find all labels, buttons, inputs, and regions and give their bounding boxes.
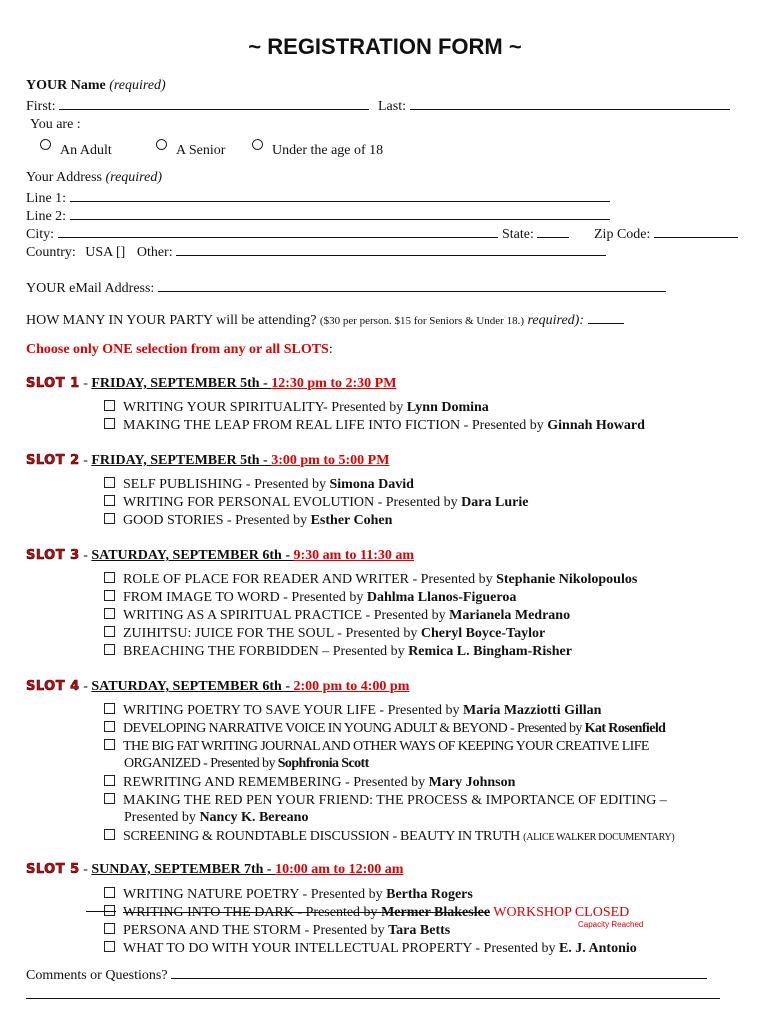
adult-label: An Adult (60, 143, 112, 158)
workshop-closed-label: WORKSHOP CLOSED (490, 905, 630, 920)
comments-label: Comments or Questions? (26, 968, 168, 983)
checkbox[interactable] (104, 608, 115, 619)
workshop-title-line2: ORGANIZED - Presented by (124, 756, 278, 771)
workshop-title: FROM IMAGE TO WORD - Presented by (123, 590, 367, 605)
workshop-option[interactable] (104, 477, 414, 492)
option-adult[interactable] (40, 139, 112, 158)
under-18-radio[interactable] (252, 139, 263, 150)
line2-label: Line 2: (26, 209, 67, 224)
slot-tag: SLOT 4 (26, 679, 80, 694)
presenter-name: Marianela Medrano (449, 608, 571, 623)
adult-radio[interactable] (40, 139, 51, 150)
email-row (26, 279, 666, 296)
slot-tag: SLOT 5 (26, 862, 80, 877)
comments-row-2 (26, 986, 720, 1003)
presenter-name: Nancy K. Bereano (199, 810, 309, 825)
presenter-name: Cheryl Boyce-Taylor (420, 626, 546, 641)
workshop-title: MAKING THE RED PEN YOUR FRIEND: THE PROCESS & IMPORTANCE OF EDITING – (123, 793, 667, 808)
checkbox[interactable] (104, 400, 115, 411)
address-section-label (26, 171, 162, 185)
email-field[interactable] (158, 279, 666, 292)
slot-tag: SLOT 2 (26, 453, 80, 468)
presenter-name: E. J. Antonio (558, 941, 637, 956)
workshop-title: WRITING POETRY TO SAVE YOUR LIFE - Presented by (123, 703, 464, 718)
capacity-reached-note: Capacity Reached (578, 920, 644, 929)
workshop-title: REWRITING AND REMEMBERING - Presented by (123, 775, 429, 790)
presenter-name: Simona David (329, 477, 414, 492)
party-required: required): (527, 313, 584, 328)
city-row (26, 225, 498, 242)
presenter-name: Kat Rosenfield (584, 721, 666, 736)
presenter-name: Tara Betts (388, 923, 451, 938)
slot-dash: - (79, 548, 92, 563)
workshop-title: WHAT TO DO WITH YOUR INTELLECTUAL PROPERTY - Presented by (123, 941, 559, 956)
party-prices: ($30 per person. $15 for Seniors & Under 18.) (319, 315, 524, 327)
checkbox[interactable] (104, 721, 115, 732)
slot-header-4 (26, 680, 409, 694)
checkbox[interactable] (104, 572, 115, 583)
name-label: YOUR Name (26, 78, 106, 93)
workshop-option[interactable] (104, 775, 515, 790)
first-name-label: First: (26, 99, 56, 114)
workshop-title: SCREENING & ROUNDTABLE DISCUSSION - BEAUTY IN TRUTH (123, 829, 524, 844)
country-label: Country: (26, 245, 76, 260)
last-name-field[interactable] (410, 97, 730, 110)
checkbox[interactable] (104, 775, 115, 786)
senior-label: A Senior (176, 143, 226, 158)
checkbox[interactable] (104, 513, 115, 524)
party-count-field[interactable] (588, 311, 624, 324)
workshop-title: WRITING FOR PERSONAL EVOLUTION - Presented by (123, 495, 462, 510)
workshop-option[interactable] (104, 793, 667, 808)
other-label: Other: (136, 245, 173, 260)
last-name-row (378, 97, 730, 114)
party-label: HOW MANY IN YOUR PARTY will be attending? (26, 313, 317, 328)
presenter-name: Mary Johnson (428, 775, 516, 790)
workshop-title: THE BIG FAT WRITING JOURNAL AND OTHER WAYS OF KEEPING YOUR CREATIVE LIFE (123, 739, 649, 754)
checkbox[interactable] (104, 626, 115, 637)
checkbox[interactable] (104, 793, 115, 804)
slot-header-5 (26, 863, 403, 877)
presenter-name: Dara Lurie (461, 495, 529, 510)
zip-field[interactable] (654, 225, 738, 238)
workshop-option[interactable] (104, 495, 528, 510)
workshop-title: SELF PUBLISHING - Presented by (123, 477, 330, 492)
presenter-name: Esther Cohen (310, 513, 393, 528)
zip-label: Zip Code: (594, 227, 651, 242)
checkbox[interactable] (104, 829, 115, 840)
checkbox[interactable] (104, 477, 115, 488)
you-are-label: You are : (30, 117, 81, 132)
workshop-option[interactable] (104, 887, 473, 902)
name-section-label (26, 79, 166, 93)
slot-dash: - (79, 679, 92, 694)
line1-field[interactable] (70, 189, 610, 202)
last-name-label: Last: (378, 99, 406, 114)
workshop-option[interactable] (104, 829, 674, 844)
checkbox[interactable] (104, 739, 115, 750)
email-label: YOUR eMail Address: (26, 281, 155, 296)
presenter-name: Lynn Domina (406, 400, 489, 415)
slot-time: 9:30 am to 11:30 am (293, 548, 415, 563)
workshop-title: WRITING NATURE POETRY - Presented by (123, 887, 387, 902)
first-name-row (26, 97, 369, 114)
slot-header-2 (26, 454, 389, 468)
workshop-option[interactable] (104, 626, 545, 641)
checkbox[interactable] (104, 887, 115, 898)
checkbox[interactable] (104, 644, 115, 655)
slot-dash: - (79, 862, 92, 877)
presenter-name: Remica L. Bingham-Risher (408, 644, 572, 659)
checkbox[interactable] (104, 703, 115, 714)
workshop-title: WRITING YOUR SPIRITUALITY- Presented by (123, 400, 407, 415)
line1-label: Line 1: (26, 191, 67, 206)
slot-tag: SLOT 3 (26, 548, 80, 563)
country-row (26, 243, 606, 260)
workshop-option[interactable] (104, 400, 489, 415)
line1-row (26, 189, 610, 206)
slot-tag: SLOT 1 (26, 376, 80, 391)
slot-time: 3:00 pm to 5:00 PM (271, 453, 390, 468)
workshop-option[interactable] (104, 905, 629, 920)
slot-time: 10:00 am to 12:00 am (275, 862, 404, 877)
line2-field[interactable] (70, 207, 610, 220)
city-label: City: (26, 227, 55, 242)
country-usa-option[interactable]: USA [] (85, 245, 126, 260)
city-field[interactable] (58, 225, 498, 238)
workshop-title: WRITING INTO THE DARK - Presented by (123, 905, 382, 920)
state-label: State: (502, 227, 534, 242)
comments-row (26, 966, 707, 983)
workshop-option[interactable] (104, 418, 645, 433)
workshop-title-line2: Presented by (124, 810, 200, 825)
workshop-title: ROLE OF PLACE FOR READER AND WRITER - Presented by (123, 572, 497, 587)
presenter-name: Dahlma Llanos-Figueroa (366, 590, 517, 605)
checkbox[interactable] (104, 495, 115, 506)
under-18-label: Under the age of 18 (272, 143, 384, 158)
comments-field-2[interactable] (26, 986, 720, 999)
presenter-name: Sophfronia Scott (277, 756, 369, 771)
option-under-18[interactable] (252, 139, 383, 158)
workshop-option[interactable] (104, 941, 637, 956)
comments-field[interactable] (171, 966, 707, 979)
state-field[interactable] (537, 225, 569, 238)
workshop-title: MAKING THE LEAP FROM REAL LIFE INTO FICTION - Presented by (123, 418, 548, 433)
workshop-title: PERSONA AND THE STORM - Presented by (123, 923, 389, 938)
strike-through-line (86, 911, 116, 912)
party-row (26, 311, 624, 328)
name-required: (required) (109, 78, 166, 93)
workshop-note: (ALICE WALKER DOCUMENTARY) (523, 832, 675, 843)
choose-instruction: Choose only ONE selection from any or all SLOTS: (26, 342, 333, 357)
workshop-title: DEVELOPING NARRATIVE VOICE IN YOUNG ADULT & BEYOND - Presented by (123, 721, 585, 736)
workshop-option[interactable] (104, 644, 572, 659)
workshop-title: ZUIHITSU: JUICE FOR THE SOUL - Presented by (123, 626, 421, 641)
checkbox[interactable] (104, 923, 115, 934)
form-title: ~ REGISTRATION FORM ~ (248, 34, 522, 59)
other-country-field[interactable] (176, 243, 606, 256)
zip-row (594, 225, 738, 242)
checkbox[interactable] (104, 418, 115, 429)
option-senior[interactable] (156, 139, 225, 158)
senior-radio[interactable] (156, 139, 167, 150)
slot-day: FRIDAY, SEPTEMBER 5th - (91, 453, 272, 468)
state-row (502, 225, 569, 242)
slot-dash: - (79, 453, 92, 468)
checkbox[interactable] (104, 941, 115, 952)
workshop-option[interactable] (104, 739, 649, 754)
address-label: Your Address (26, 170, 102, 185)
slot-day: SATURDAY, SEPTEMBER 6th - (91, 548, 294, 563)
workshop-title: WRITING AS A SPIRITUAL PRACTICE - Presented by (123, 608, 450, 623)
line2-row (26, 207, 610, 224)
slot-header-1 (26, 377, 396, 391)
presenter-name: Bertha Rogers (386, 887, 473, 902)
slot-header-3 (26, 549, 414, 563)
presenter-name: Maria Mazziotti Gillan (463, 703, 602, 718)
workshop-option[interactable] (104, 513, 392, 528)
checkbox[interactable] (104, 590, 115, 601)
workshop-option[interactable] (104, 703, 601, 718)
slot-day: SUNDAY, SEPTEMBER 7th - (91, 862, 276, 877)
workshop-title-continued (124, 811, 308, 825)
address-required: (required) (105, 170, 162, 185)
workshop-option[interactable] (104, 608, 570, 623)
first-name-field[interactable] (59, 97, 369, 110)
workshop-option[interactable] (104, 590, 516, 605)
presenter-name: Stephanie Nikolopoulos (496, 572, 638, 587)
presenter-name: Mermer Blakeslee (381, 905, 491, 920)
slot-day: SATURDAY, SEPTEMBER 6th - (91, 679, 294, 694)
workshop-title-continued (124, 757, 369, 771)
workshop-option[interactable] (104, 923, 450, 938)
workshop-option[interactable] (104, 721, 665, 736)
workshop-title: BREACHING THE FORBIDDEN – Presented by (123, 644, 409, 659)
slot-time: 2:00 pm to 4:00 pm (293, 679, 410, 694)
presenter-name: Ginnah Howard (547, 418, 645, 433)
slot-day: FRIDAY, SEPTEMBER 5th - (91, 376, 272, 391)
slot-time: 12:30 pm to 2:30 PM (271, 376, 397, 391)
slot-dash: - (79, 376, 92, 391)
workshop-title: GOOD STORIES - Presented by (123, 513, 311, 528)
workshop-option[interactable] (104, 572, 637, 587)
